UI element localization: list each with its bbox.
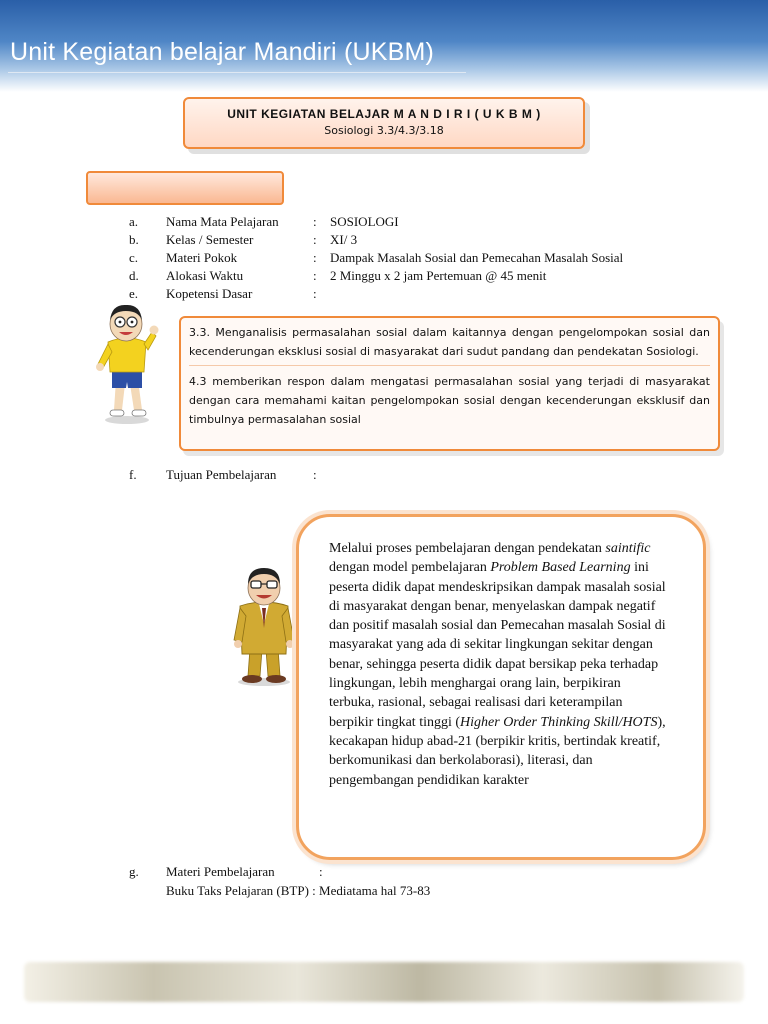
identity-row-topic [129, 249, 689, 267]
header-title: Unit Kegiatan belajar Mandiri (UKBM) [10, 38, 435, 66]
identity-row-time [129, 267, 689, 285]
row-letter: d. [129, 268, 139, 283]
identity-row-subject [129, 213, 689, 231]
row-colon: : [319, 864, 323, 879]
identity-row-class [129, 231, 689, 249]
row-letter: f. [129, 467, 137, 482]
kd-3-3-text: 3.3. Menganalisis permasalahan sosial dalam kaitannya dengan pengelompokan sosial dan kecenderungan eksklusi sosial di masyarakat dari sudut pandang dan pendekatan Sosiologi. [189, 326, 710, 358]
materials-heading [129, 862, 629, 881]
row-colon: : [313, 268, 317, 283]
row-colon: : [313, 286, 317, 301]
row-letter: b. [129, 232, 139, 247]
row-label: Kopetensi Dasar [166, 286, 253, 301]
identity-row-competency [129, 285, 689, 303]
learning-objectives-box [296, 514, 706, 860]
kd-divider [189, 365, 710, 366]
student-character-illustration [94, 302, 160, 426]
kd-4-3-text: 4.3 memberikan respon dalam mengatasi permasalahan sosial yang terjadi di masyarakat dengan cara memahami kaitan pengelompokan sosial dengan kecenderungan eksklusif dan timbulnya permasalahan sosial [189, 375, 710, 426]
row-letter: c. [129, 250, 139, 265]
row-letter: g. [129, 864, 139, 879]
title-subtitle: Sosiologi 3.3/4.3/3.18 [324, 124, 444, 137]
teacher-character-illustration [228, 564, 300, 688]
identity-list [129, 213, 689, 303]
title-main: UNIT KEGIATAN BELAJAR M A N D I R I ( U K B M ) [227, 107, 541, 121]
materials-book [129, 881, 629, 900]
row-value: 2 Minggu x 2 jam Pertemuan @ 45 menit [330, 268, 547, 283]
title-box [183, 97, 585, 149]
row-label: Tujuan Pembelajaran [166, 467, 277, 482]
objective-text-part: ), kecakapan hidup abad-21 (berpikir kritis, bertindak kreatif, berkomunikasi dan berkolaborasi), literasi, dan pengembangan pendidikan karakter [329, 714, 666, 788]
row-colon: : [313, 232, 317, 247]
identity-banner [86, 171, 284, 205]
row-value: Dampak Masalah Sosial dan Pemecahan Masalah Sosial [330, 250, 624, 265]
row-label: Alokasi Waktu [166, 268, 244, 283]
objective-text-part: Melalui proses pembelajaran dengan pendekatan [329, 541, 602, 556]
objective-text-part: ini peserta didik dapat mendeskripsikan dampak masalah sosial di masyarakat dengan benar, menyelaskan dampak negatif dan positif masalah sosial dan Pemecahan masalah Sosial di masyarakat yang ada di sekitar lingkungan sekitar dengan benar, sehingga peserta didik dapat bersikap peka terhadap lingkungan, lebih menghargai orang lain, berpikiran terbuka, rasional, sebagai realisasi dari keterampilan berpikir tingkat tinggi ( [329, 560, 666, 730]
row-label: Materi Pembelajaran [166, 864, 275, 879]
row-label: Kelas / Semester [166, 232, 254, 247]
row-value: XI/ 3 [330, 232, 358, 247]
objective-text-part: dengan model pembelajaran [329, 560, 491, 576]
header-divider [8, 72, 466, 73]
learning-objectives-heading [129, 466, 429, 484]
learning-objectives-text [329, 539, 669, 790]
row-value: SOSIOLOGI [330, 214, 399, 229]
row-label: Nama Mata Pelajaran [166, 214, 279, 229]
competency-box [179, 316, 720, 451]
footer-decoration [24, 962, 744, 1002]
objective-italic-term: saintific [605, 541, 651, 556]
row-letter: e. [129, 286, 139, 301]
row-label: Materi Pokok [166, 250, 238, 265]
book-reference: Buku Taks Pelajaran (BTP) : Mediatama hal 73-83 [166, 883, 431, 898]
row-colon: : [313, 467, 317, 482]
row-letter: a. [129, 214, 139, 229]
row-colon: : [313, 250, 317, 265]
objective-italic-term: Higher Order Thinking Skill/HOTS [460, 714, 658, 730]
objective-italic-term: Problem Based Learning [490, 560, 631, 576]
row-colon: : [313, 214, 317, 229]
learning-materials [129, 862, 629, 900]
